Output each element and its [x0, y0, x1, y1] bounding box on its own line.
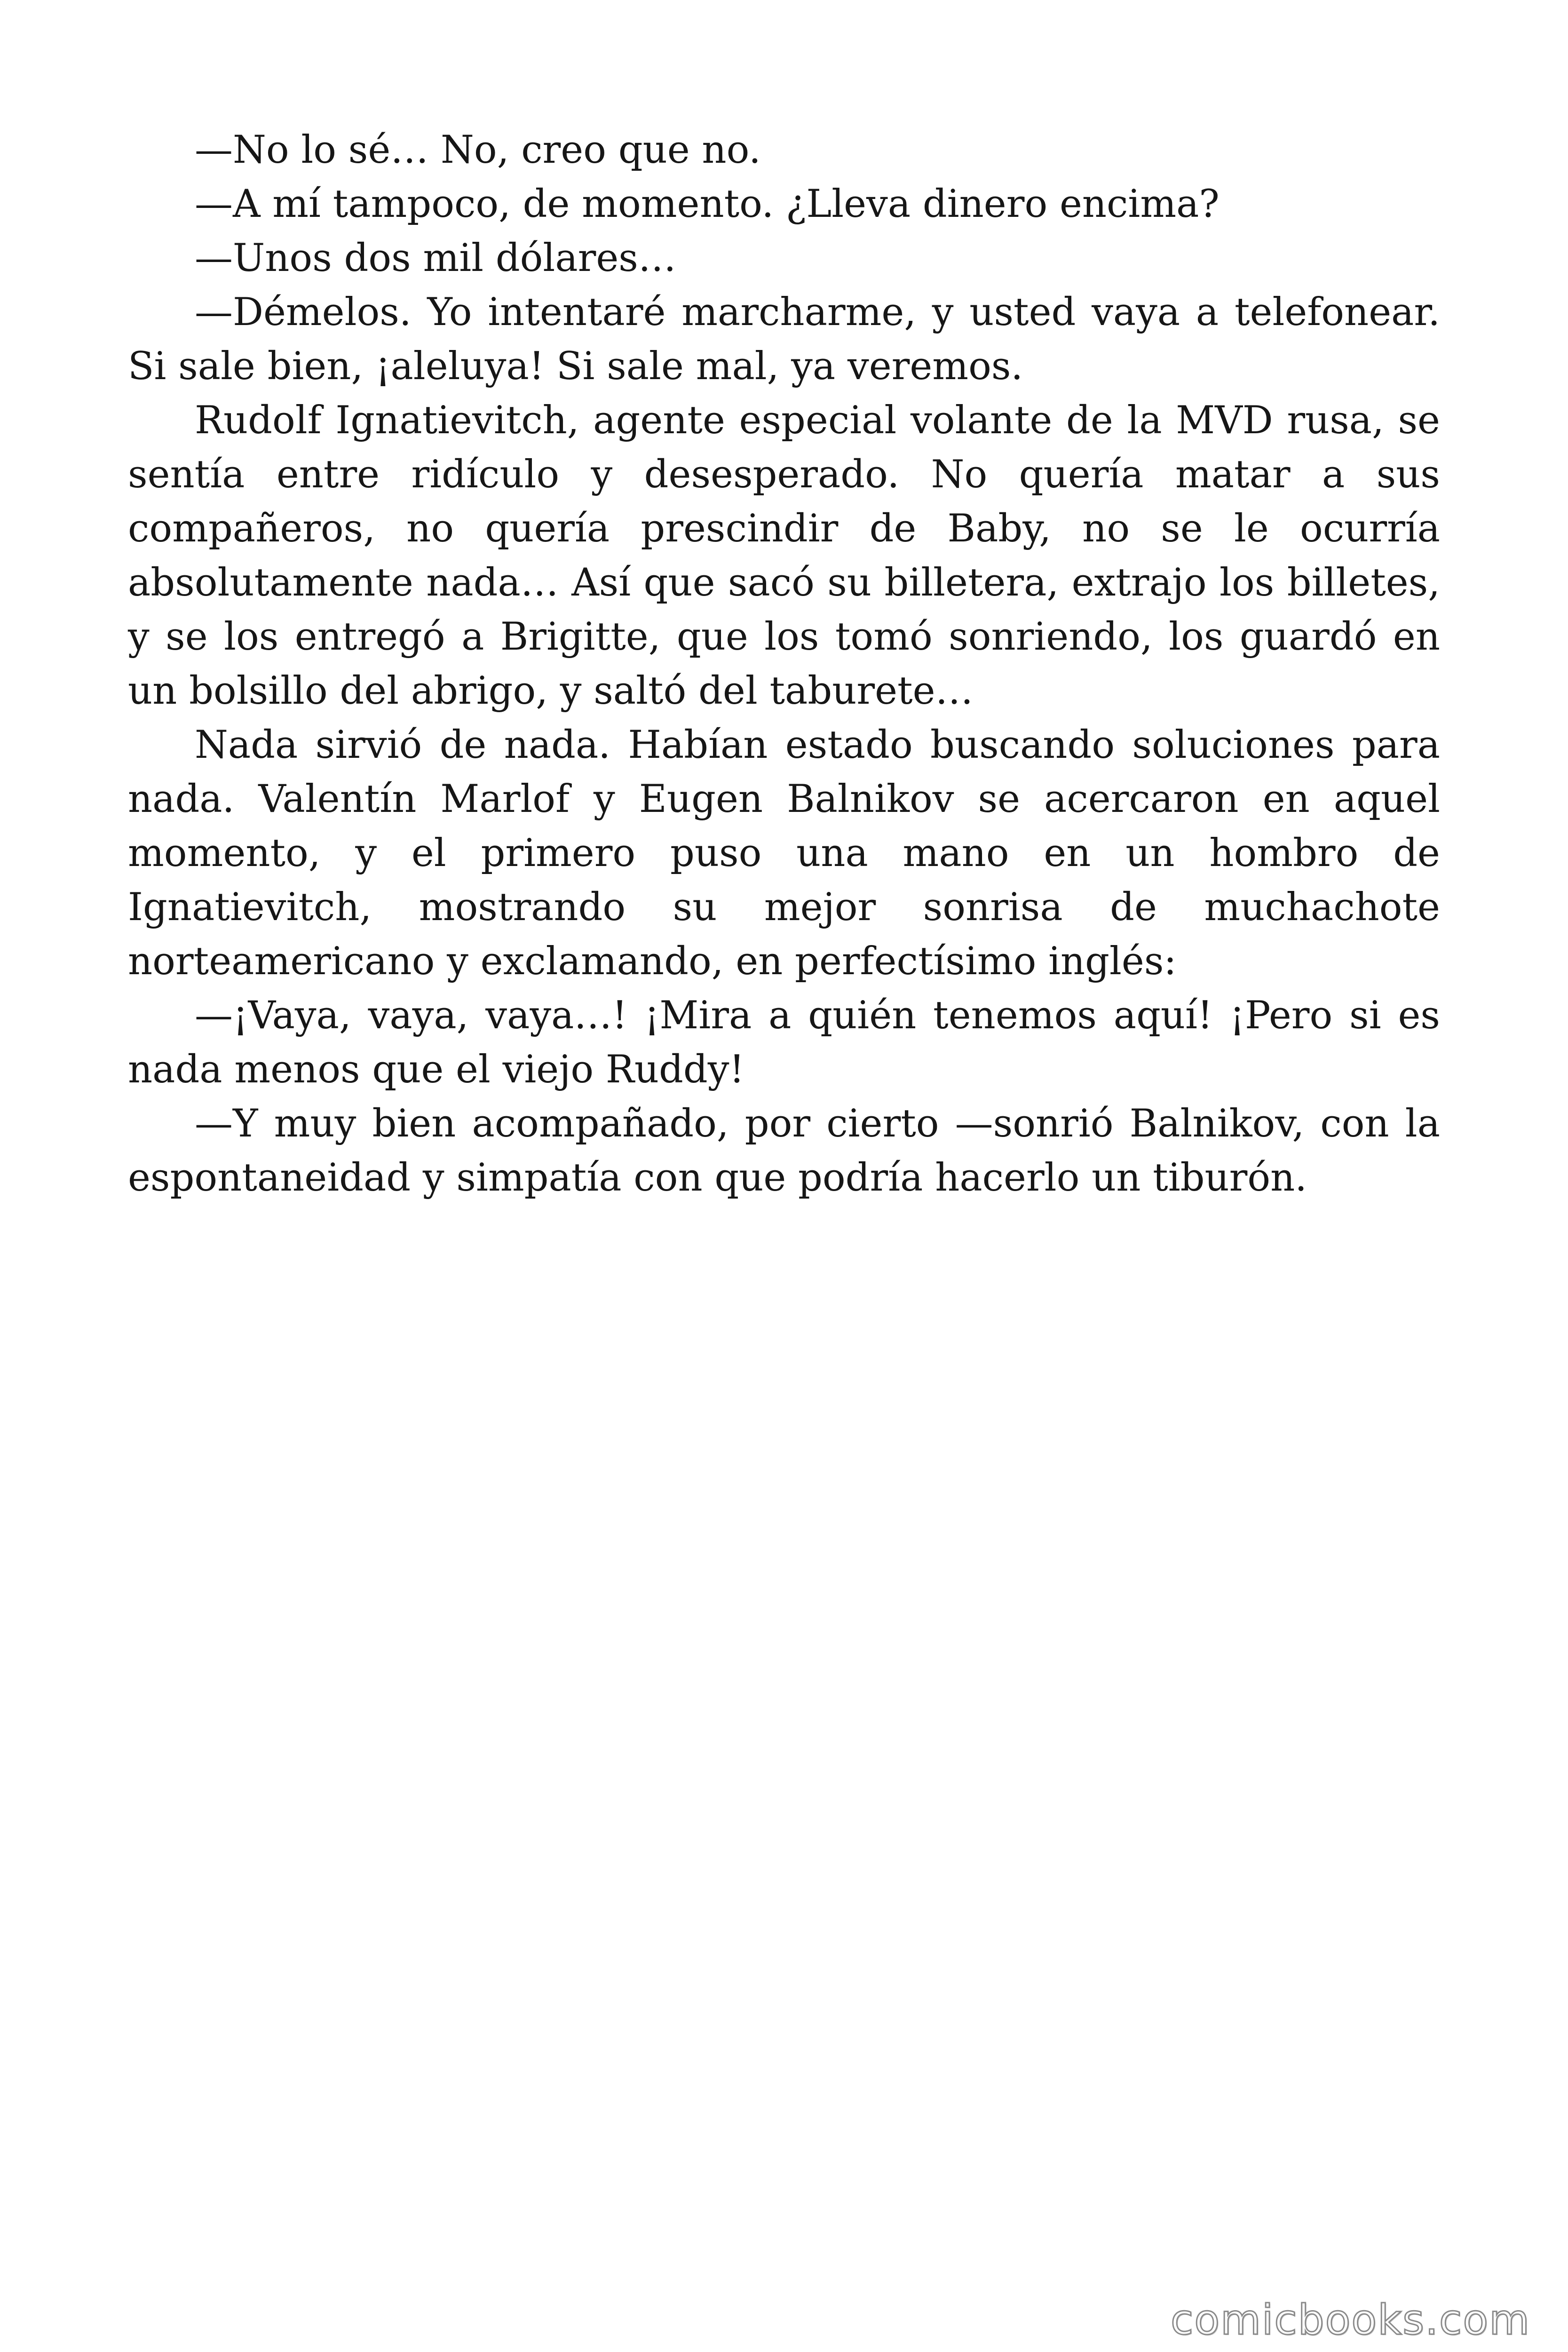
- site-watermark: comicbooks.com: [1170, 2296, 1530, 2344]
- paragraph: Nada sirvió de nada. Habían estado buscando soluciones para nada. Valentín Marlof y Eugen Balnikov se acercaron en aquel momento, y el primero puso una mano en un hombro de Ignatievitch, mostrando su mejor sonrisa de muchachote norteamericano y exclamando, en perfectísimo inglés:: [128, 723, 1440, 984]
- paragraph: —Unos dos mil dólares…: [195, 236, 676, 280]
- paragraph: Rudolf Ignatievitch, agente especial volante de la MVD rusa, se sentía entre ridículo y desesperado. No quería matar a sus compañeros, no quería prescindir de Baby, no se le ocurría absolutamente nada… Así que sacó su billetera, extrajo los billetes, y se los entregó a Brigitte, que los tomó sonriendo, los guardó en un bolsillo del abrigo, y saltó del taburete…: [128, 398, 1440, 713]
- paragraph: —¡Vaya, vaya, vaya…! ¡Mira a quién tenemos aquí! ¡Pero si es nada menos que el viejo Ruddy!: [128, 993, 1440, 1092]
- body-text: [128, 123, 1440, 1205]
- paragraph: —No lo sé… No, creo que no.: [195, 128, 761, 172]
- paragraph: —A mí tampoco, de momento. ¿Lleva dinero encima?: [195, 182, 1220, 226]
- paragraph: —Démelos. Yo intentaré marcharme, y usted vaya a telefonear. Si sale bien, ¡aleluya! Si sale mal, ya veremos.: [128, 290, 1440, 389]
- paragraph: —Y muy bien acompañado, por cierto —sonrió Balnikov, con la espontaneidad y simpatía con que podría hacerlo un tiburón.: [128, 1102, 1440, 1200]
